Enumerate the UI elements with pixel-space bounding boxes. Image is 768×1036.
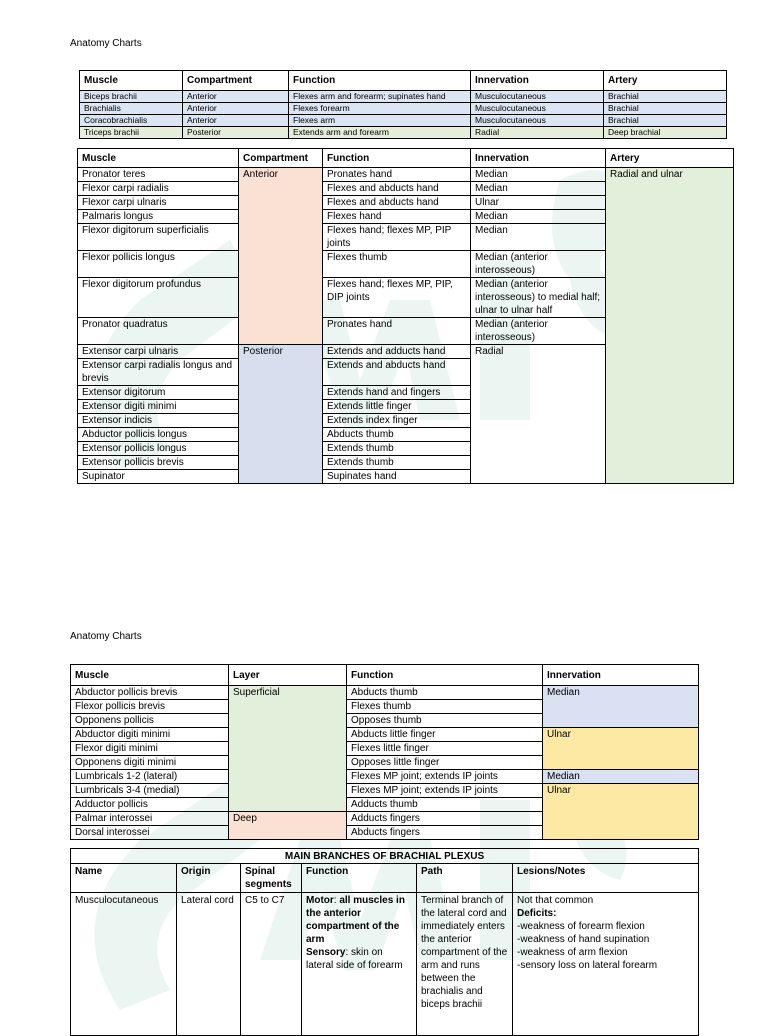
column-header: Innervation: [471, 71, 604, 91]
column-header: Innervation: [471, 149, 606, 168]
innervation-cell: Median: [471, 168, 606, 182]
muscle-cell: Flexor digiti minimi: [71, 742, 229, 756]
innervation-median-cell: Median: [543, 770, 699, 784]
deficit-item: -weakness of hand supination: [517, 934, 650, 945]
notes-first-line: Not that common: [517, 895, 594, 906]
innervation-cell: Median (anterior interosseous): [471, 251, 606, 278]
segments-cell: C5 to C7: [241, 893, 302, 1036]
innervation-cell: Ulnar: [471, 196, 606, 210]
cell: Flexes forearm: [289, 103, 471, 115]
artery-cell: Radial and ulnar: [606, 168, 734, 484]
function-cell: Flexes MP joint; extends IP joints: [347, 770, 543, 784]
function-cell: Flexes MP joint; extends IP joints: [347, 784, 543, 798]
muscle-cell: Adductor pollicis: [71, 798, 229, 812]
cell: Triceps brachii: [80, 127, 183, 139]
function-cell: Pronates hand: [323, 168, 471, 182]
table-row: [80, 127, 727, 139]
function-cell: Flexes thumb: [347, 700, 543, 714]
function-cell: Supinates hand: [323, 470, 471, 484]
muscle-cell: Abductor pollicis brevis: [71, 686, 229, 700]
function-cell: Adducts fingers: [347, 812, 543, 826]
cell: Musculocutaneous: [471, 115, 604, 127]
table-header-row: [71, 665, 699, 686]
muscle-cell: Opponens pollicis: [71, 714, 229, 728]
cell: Anterior: [183, 91, 289, 103]
function-cell: Extends thumb: [323, 442, 471, 456]
motor-text: all muscles in the anterior compartment of the arm: [306, 895, 405, 945]
muscle-cell: Supinator: [78, 470, 239, 484]
motor-label: Motor: [306, 895, 334, 906]
muscle-cell: Flexor pollicis longus: [78, 251, 239, 278]
innervation-median-cell: Median: [543, 686, 699, 728]
page-header-bottom: Anatomy Charts: [70, 631, 142, 642]
sensory-label: Sensory: [306, 947, 346, 958]
cell: Deep brachial: [604, 127, 727, 139]
column-header: Artery: [606, 149, 734, 168]
muscle-cell: Flexor pollicis brevis: [71, 700, 229, 714]
function-cell: Extends and adducts hand: [323, 345, 471, 359]
origin-cell: Lateral cord: [177, 893, 241, 1036]
function-cell: Adducts thumb: [347, 798, 543, 812]
function-cell: Abducts thumb: [347, 686, 543, 700]
function-cell: Flexes and abducts hand: [323, 196, 471, 210]
muscle-cell: Opponens digiti minimi: [71, 756, 229, 770]
table-title: MAIN BRANCHES OF BRACHIAL PLEXUS: [71, 849, 699, 864]
nerve-name-cell: Musculocutaneous: [71, 893, 177, 1036]
function-cell: Abducts thumb: [323, 428, 471, 442]
column-header: Name: [71, 864, 177, 893]
muscle-cell: Abductor pollicis longus: [78, 428, 239, 442]
muscle-cell: Extensor digiti minimi: [78, 400, 239, 414]
muscle-cell: Lumbricals 1-2 (lateral): [71, 770, 229, 784]
deficits-label: Deficits:: [517, 908, 557, 919]
arm-muscles-table: [79, 70, 727, 139]
notes-cell: [513, 893, 699, 1036]
table-row: [80, 115, 727, 127]
compartment-anterior-cell: Anterior: [239, 168, 323, 345]
layer-superficial-cell: Superficial: [229, 686, 347, 812]
innervation-cell: Median (anterior interosseous) to medial half; ulnar to ulnar half: [471, 278, 606, 318]
column-header: Spinal segments: [241, 864, 302, 893]
innervation-cell: Median: [471, 210, 606, 224]
cell: Anterior: [183, 115, 289, 127]
deficit-item: -weakness of arm flexion: [517, 947, 628, 958]
function-cell: Extends hand and fingers: [323, 386, 471, 400]
column-header: Innervation: [543, 665, 699, 686]
muscle-cell: Extensor indicis: [78, 414, 239, 428]
sensory-text: : skin on lateral side of forearm: [306, 947, 403, 971]
function-cell: Flexes little finger: [347, 742, 543, 756]
column-header: Artery: [604, 71, 727, 91]
innervation-ulnar-cell: Ulnar: [543, 728, 699, 770]
muscle-cell: Extensor carpi ulnaris: [78, 345, 239, 359]
cell: Brachial: [604, 103, 727, 115]
function-cell: Opposes little finger: [347, 756, 543, 770]
function-cell: Abducts fingers: [347, 826, 543, 840]
table-row: [71, 784, 699, 798]
cell: Extends arm and forearm: [289, 127, 471, 139]
muscle-cell: Dorsal interossei: [71, 826, 229, 840]
muscle-cell: Palmar interossei: [71, 812, 229, 826]
function-cell: Extends and abducts hand: [323, 359, 471, 386]
column-header: Function: [347, 665, 543, 686]
table-header-row: [78, 149, 734, 168]
function-cell: Extends thumb: [323, 456, 471, 470]
function-cell: Flexes hand: [323, 210, 471, 224]
column-header: Muscle: [71, 665, 229, 686]
column-header: Muscle: [78, 149, 239, 168]
cell: Brachialis: [80, 103, 183, 115]
cell: Anterior: [183, 103, 289, 115]
cell: Flexes arm and forearm; supinates hand: [289, 91, 471, 103]
column-header: Lesions/Notes: [513, 864, 699, 893]
cell: Biceps brachii: [80, 91, 183, 103]
cell: Radial: [471, 127, 604, 139]
table-row: [71, 770, 699, 784]
column-header: Compartment: [183, 71, 289, 91]
table-row: [78, 168, 734, 182]
compartment-posterior-cell: Posterior: [239, 345, 323, 484]
muscle-cell: Flexor digitorum superficialis: [78, 224, 239, 251]
column-header: Function: [302, 864, 417, 893]
layer-deep-cell: Deep: [229, 812, 347, 840]
innervation-cell: Median: [471, 224, 606, 251]
muscle-cell: Extensor digitorum: [78, 386, 239, 400]
hand-muscles-table: [70, 664, 699, 840]
function-cell: Motor: all muscles in the anterior compartment of the arm Sensory: skin on lateral side of forearm: [302, 893, 417, 1036]
muscle-cell: Extensor pollicis brevis: [78, 456, 239, 470]
muscle-cell: Flexor carpi ulnaris: [78, 196, 239, 210]
muscle-cell: Extensor pollicis longus: [78, 442, 239, 456]
brachial-plexus-table: [70, 848, 699, 1036]
function-cell: Abducts little finger: [347, 728, 543, 742]
muscle-cell: Pronator quadratus: [78, 318, 239, 345]
function-cell: Flexes hand; flexes MP, PIP, DIP joints: [323, 278, 471, 318]
table-header-row: [80, 71, 727, 91]
innervation-cell: Median (anterior interosseous): [471, 318, 606, 345]
function-cell: Extends little finger: [323, 400, 471, 414]
innervation-radial-cell: Radial: [471, 345, 606, 484]
muscle-cell: Flexor digitorum profundus: [78, 278, 239, 318]
forearm-muscles-table: [77, 148, 734, 484]
table-row: [80, 103, 727, 115]
cell: Musculocutaneous: [471, 91, 604, 103]
cell: Posterior: [183, 127, 289, 139]
column-header: Layer: [229, 665, 347, 686]
function-cell: Pronates hand: [323, 318, 471, 345]
column-header: Compartment: [239, 149, 323, 168]
table-row: [71, 728, 699, 742]
muscle-cell: Abductor digiti minimi: [71, 728, 229, 742]
cell: Brachial: [604, 91, 727, 103]
table-row: [80, 91, 727, 103]
page-header-top: Anatomy Charts: [70, 38, 142, 49]
table-row: [71, 686, 699, 700]
innervation-cell: Median: [471, 182, 606, 196]
function-cell: Opposes thumb: [347, 714, 543, 728]
innervation-ulnar-cell: Ulnar: [543, 784, 699, 840]
cell: Musculocutaneous: [471, 103, 604, 115]
deficit-item: -sensory loss on lateral forearm: [517, 960, 658, 971]
cell: Brachial: [604, 115, 727, 127]
function-cell: Flexes and abducts hand: [323, 182, 471, 196]
muscle-cell: Extensor carpi radialis longus and brevis: [78, 359, 239, 386]
column-header: Function: [289, 71, 471, 91]
table-row: [71, 893, 699, 1036]
function-cell: Flexes hand; flexes MP, PIP joints: [323, 224, 471, 251]
table-header-row: [71, 864, 699, 893]
column-header: Origin: [177, 864, 241, 893]
column-header: Muscle: [80, 71, 183, 91]
column-header: Path: [417, 864, 513, 893]
path-cell: Terminal branch of the lateral cord and immediately enters the anterior compartment of the arm and runs between the brachialis and biceps brachii: [417, 893, 513, 1036]
column-header: Function: [323, 149, 471, 168]
muscle-cell: Lumbricals 3-4 (medial): [71, 784, 229, 798]
muscle-cell: Palmaris longus: [78, 210, 239, 224]
muscle-cell: Flexor carpi radialis: [78, 182, 239, 196]
deficit-item: -weakness of forearm flexion: [517, 921, 645, 932]
cell: Coracobrachialis: [80, 115, 183, 127]
function-cell: Flexes thumb: [323, 251, 471, 278]
function-cell: Extends index finger: [323, 414, 471, 428]
muscle-cell: Pronator teres: [78, 168, 239, 182]
cell: Flexes arm: [289, 115, 471, 127]
